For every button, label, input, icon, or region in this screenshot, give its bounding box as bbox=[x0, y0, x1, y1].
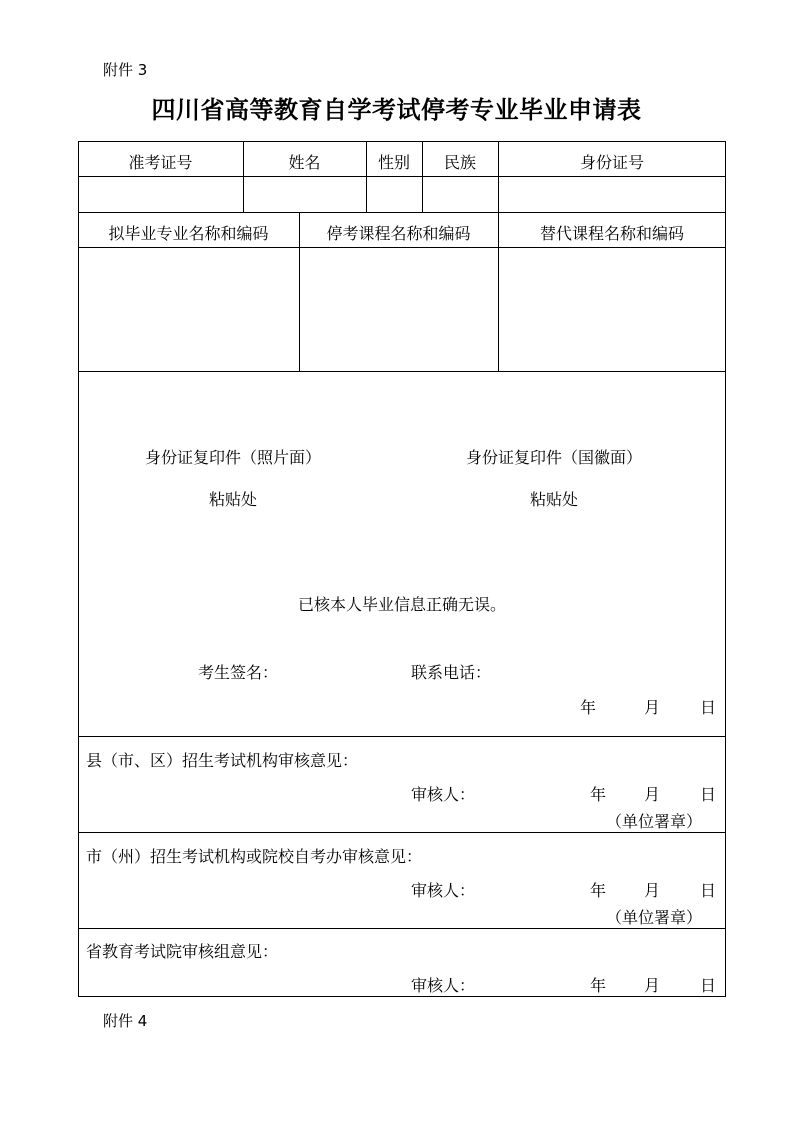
id-back-label: 身份证复印件（国徽面） bbox=[465, 448, 642, 467]
city-seal-note: （单位署章） bbox=[606, 908, 703, 927]
header-substitute-course: 替代课程名称和编码 bbox=[539, 224, 684, 243]
province-reviewer-label: 审核人： bbox=[411, 976, 476, 995]
confirm-statement: 已核本人毕业信息正确无误。 bbox=[297, 595, 506, 614]
header-major: 拟毕业专业名称和编码 bbox=[108, 224, 269, 243]
row-divider bbox=[78, 736, 726, 737]
row-divider bbox=[78, 832, 726, 833]
city-date-year: 年 bbox=[590, 881, 607, 900]
gender-field[interactable] bbox=[367, 177, 422, 212]
city-date-month: 月 bbox=[644, 881, 661, 900]
province-date-day: 日 bbox=[700, 976, 717, 995]
table-border-bottom bbox=[78, 996, 726, 997]
suspended-course-field[interactable] bbox=[300, 248, 498, 371]
date-day: 日 bbox=[700, 698, 717, 717]
header-id-number: 身份证号 bbox=[579, 153, 644, 172]
application-form-table bbox=[78, 141, 726, 997]
row-divider bbox=[78, 212, 726, 213]
city-date-day: 日 bbox=[700, 881, 717, 900]
header-exam-id: 准考证号 bbox=[128, 153, 193, 172]
header-suspended-course: 停考课程名称和编码 bbox=[326, 224, 471, 243]
name-field[interactable] bbox=[244, 177, 366, 212]
row-divider bbox=[78, 371, 726, 372]
province-date-month: 月 bbox=[644, 976, 661, 995]
table-border-right bbox=[725, 141, 726, 997]
date-year: 年 bbox=[580, 698, 597, 717]
table-border-top bbox=[78, 141, 726, 142]
header-ethnicity: 民族 bbox=[443, 153, 476, 172]
city-reviewer-label: 审核人： bbox=[411, 881, 476, 900]
id-front-paste: 粘贴处 bbox=[208, 490, 257, 509]
date-month: 月 bbox=[644, 698, 661, 717]
row-divider bbox=[78, 928, 726, 929]
county-review-label: 县（市、区）招生考试机构审核意见： bbox=[86, 751, 359, 770]
phone-label: 联系电话： bbox=[411, 663, 492, 682]
county-date-day: 日 bbox=[700, 785, 717, 804]
page-title: 四川省高等教育自学考试停考专业毕业申请表 bbox=[151, 95, 642, 124]
exam-id-field[interactable] bbox=[79, 177, 243, 212]
signature-label: 考生签名： bbox=[198, 663, 279, 682]
substitute-course-field[interactable] bbox=[499, 248, 725, 371]
id-front-label: 身份证复印件（照片面） bbox=[144, 448, 321, 467]
province-date-year: 年 bbox=[590, 976, 607, 995]
ethnicity-field[interactable] bbox=[423, 177, 498, 212]
county-date-month: 月 bbox=[644, 785, 661, 804]
attachment-label-bottom: 附件 4 bbox=[103, 1012, 148, 1030]
county-seal-note: （单位署章） bbox=[606, 812, 703, 831]
id-number-field[interactable] bbox=[499, 177, 725, 212]
header-name: 姓名 bbox=[288, 153, 321, 172]
county-date-year: 年 bbox=[590, 785, 607, 804]
province-review-label: 省教育考试院审核组意见： bbox=[86, 942, 279, 961]
header-gender: 性别 bbox=[377, 153, 410, 172]
county-reviewer-label: 审核人： bbox=[411, 785, 476, 804]
major-field[interactable] bbox=[79, 248, 299, 371]
attachment-label-top: 附件 3 bbox=[103, 61, 148, 79]
id-back-paste: 粘贴处 bbox=[529, 490, 578, 509]
city-review-label: 市（州）招生考试机构或院校自考办审核意见： bbox=[86, 847, 423, 866]
